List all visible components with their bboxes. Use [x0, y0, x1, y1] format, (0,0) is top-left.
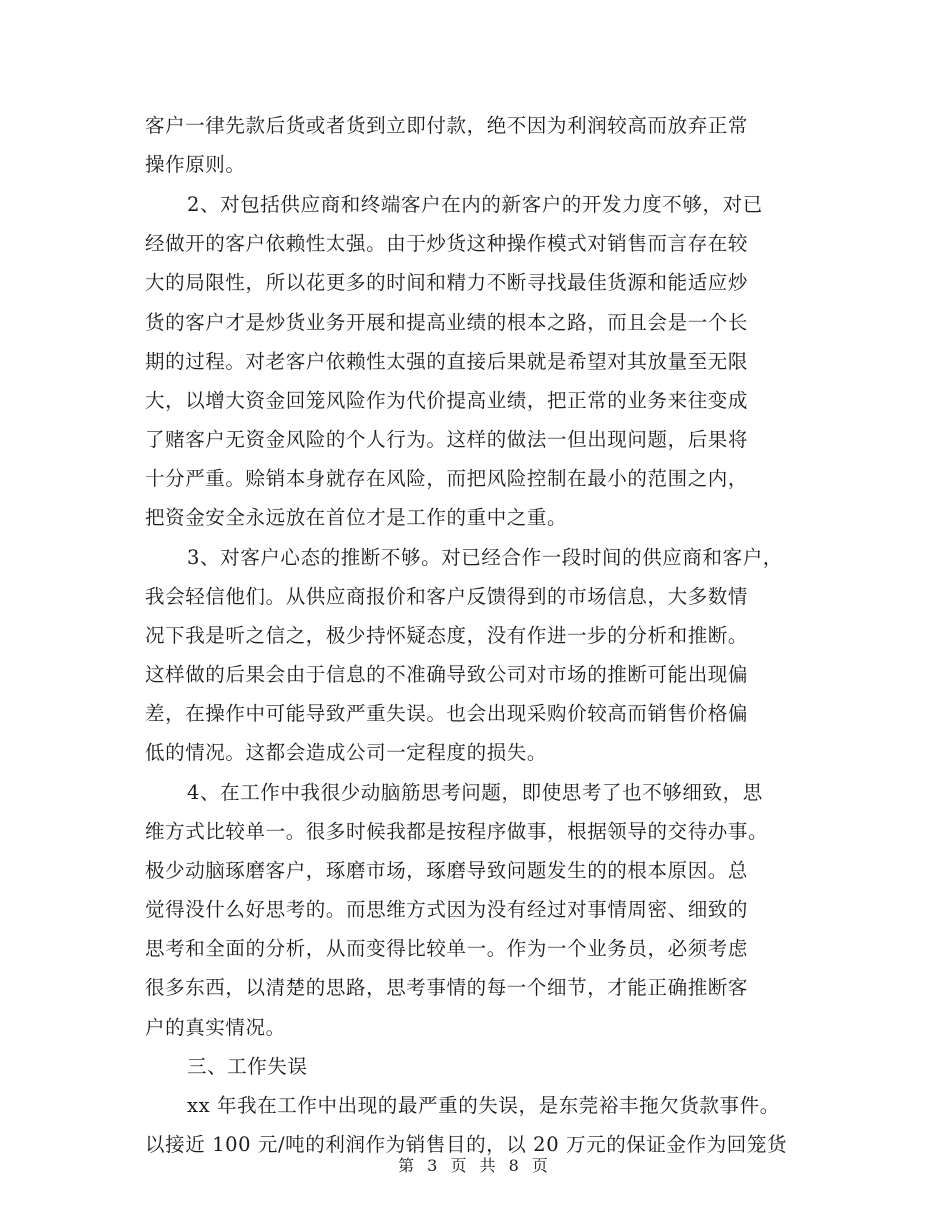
text-line: 把资金安全永远放在首位才是工作的重中之重。: [145, 506, 568, 529]
text-line: 思考和全面的分析，从而变得比较单一。作为一个业务员，必须考虑: [145, 937, 749, 960]
text-line: 以接近 100 元/吨的利润作为销售目的，以 20 万元的保证金作为回笼货: [145, 1133, 788, 1156]
text-line: 客户一律先款后货或者货到立即付款，绝不因为利润较高而放弃正常: [145, 114, 749, 137]
page-footer: 第 3 页 共 8 页: [398, 1156, 552, 1175]
text-line: 低的情况。这都会造成公司一定程度的损失。: [145, 741, 548, 764]
text-line: 维方式比较单一。很多时候我都是按程序做事，根据领导的交待办事。: [145, 820, 769, 843]
paragraph-first-line: 4、在工作中我很少动脑筋思考问题，即使思考了也不够细致，思: [187, 781, 763, 804]
text-line: 操作原则。: [145, 153, 246, 176]
text-line: 差，在操作中可能导致严重失误。也会出现采购价较高而销售价格偏: [145, 702, 749, 725]
text-line: 经做开的客户依赖性太强。由于炒货这种操作模式对销售而言存在较: [145, 232, 749, 255]
text-line: 十分严重。赊销本身就存在风险，而把风险控制在最小的范围之内，: [145, 467, 749, 490]
text-line: 货的客户才是炒货业务开展和提高业绩的根本之路，而且会是一个长: [145, 311, 749, 334]
paragraph-first-line: 3、对客户心态的推断不够。对已经合作一段时间的供应商和客户，: [187, 546, 783, 569]
text-line: 这样做的后果会由于信息的不准确导致公司对市场的推断可能出现偏: [145, 663, 749, 686]
section-heading: 三、工作失误: [187, 1055, 308, 1078]
text-line: 大的局限性，所以花更多的时间和精力不断寻找最佳货源和能适应炒: [145, 271, 749, 294]
text-line: 户的真实情况。: [145, 1016, 286, 1039]
text-line: 我会轻信他们。从供应商报价和客户反馈得到的市场信息，大多数情: [145, 585, 749, 608]
text-line: 很多东西，以清楚的思路，思考事情的每一个细节，才能正确推断客: [145, 976, 749, 999]
text-line: 期的过程。对老客户依赖性太强的直接后果就是希望对其放量至无限: [145, 350, 749, 373]
text-line: 了赌客户无资金风险的个人行为。这样的做法一但出现问题，后果将: [145, 428, 749, 451]
text-line: 大，以增大资金回笼风险作为代价提高业绩，把正常的业务来往变成: [145, 389, 749, 412]
paragraph-first-line: 2、对包括供应商和终端客户在内的新客户的开发力度不够，对已: [187, 193, 763, 216]
text-line: 况下我是听之信之，极少持怀疑态度，没有作进一步的分析和推断。: [145, 624, 749, 647]
text-line: 极少动脑琢磨客户，琢磨市场，琢磨导致问题发生的的根本原因。总: [145, 859, 749, 882]
text-line: 觉得没什么好思考的。而思维方式因为没有经过对事情周密、细致的: [145, 898, 749, 921]
paragraph-first-line: xx 年我在工作中出现的最严重的失误，是东莞裕丰拖欠货款事件。: [187, 1094, 780, 1117]
